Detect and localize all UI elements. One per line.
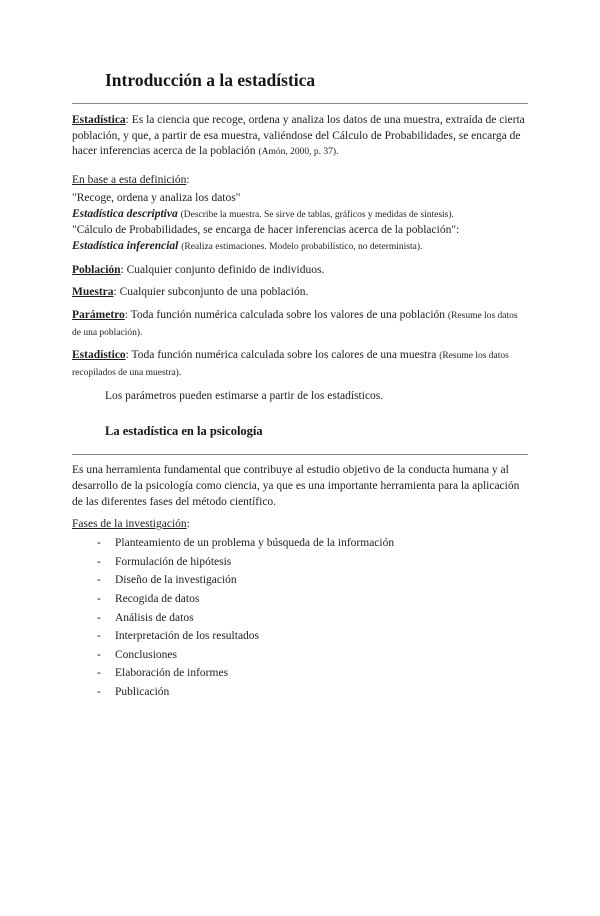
phase-label: Análisis de datos	[115, 611, 194, 624]
term-poblacion: Población	[72, 263, 121, 276]
definition-inferencial	[72, 239, 528, 256]
definition-descriptiva	[72, 207, 528, 224]
term-estadistico: Estadístico	[72, 349, 126, 362]
horizontal-rule-section	[72, 454, 528, 455]
phase-label: Publicación	[115, 686, 170, 698]
bullet-dash: -	[97, 537, 101, 550]
descriptiva-paren: (Describe la muestra. Se sirve de tablas, gráficos y medidas de síntesis).	[180, 209, 454, 220]
definition-estadistica	[72, 113, 528, 161]
bullet-dash: -	[97, 686, 101, 698]
list-item	[72, 571, 528, 590]
list-item	[72, 553, 528, 572]
estadistico-paren: (Resume los datos recopilados de una muestra).	[72, 351, 509, 379]
psicologia-paragraph: Es una herramienta fundamental que contribuye al estudio objetivo de la conducta humana y al desarrollo de la psicología como ciencia, ya que es una importante herramienta para la aplicación de las diferentes fases del método científico.	[72, 463, 520, 508]
term-parametro: Parámetro	[72, 309, 125, 322]
basis-heading-text: En base a esta definición	[72, 174, 187, 187]
list-item	[72, 646, 528, 665]
horizontal-rule-top	[72, 103, 528, 104]
phases-list	[72, 534, 528, 701]
definition-parametro	[72, 308, 528, 341]
document-page	[0, 68, 600, 916]
phases-heading-text: Fases de la investigación	[72, 517, 187, 530]
definition-estadistica-text: : Es la ciencia que recoge, ordena y analiza los datos de una muestra, extraída de cierta población, y que, a partir de esa muestra, valiéndose del Cálculo de Probabilidades, se encarga de hacer inferencias acerca de la población	[72, 114, 525, 158]
bullet-dash: -	[97, 593, 101, 606]
bullet-dash: -	[97, 630, 101, 643]
term-estadistica-descriptiva: Estadística descriptiva	[72, 207, 181, 220]
page-title: Introducción a la estadística	[105, 70, 316, 90]
list-item	[72, 664, 528, 683]
definition-muestra	[72, 285, 528, 301]
list-item	[72, 590, 528, 609]
phase-label: Formulación de hipótesis	[115, 555, 232, 568]
parametro-text: : Toda función numérica calculada sobre los valores de una población	[124, 309, 448, 322]
term-estadistica-inferencial: Estadística inferencial	[72, 239, 182, 252]
phase-label: Planteamiento de un problema y búsqueda de la información	[115, 537, 395, 550]
parameters-note: Los parámetros pueden estimarse a partir de los estadísticos.	[105, 389, 384, 402]
inferencial-paren: (Realiza estimaciones. Modelo probabilístico, no determinista).	[181, 241, 423, 252]
bullet-dash: -	[97, 667, 101, 680]
list-item	[72, 627, 528, 646]
phase-label: Interpretación de los resultados	[115, 630, 260, 643]
phase-label: Recogida de datos	[115, 593, 200, 606]
section-heading-psicologia: La estadística en la psicología	[105, 423, 263, 438]
poblacion-text: : Cualquier conjunto definido de individuos.	[120, 263, 325, 276]
phase-label: Diseño de la investigación	[115, 574, 237, 587]
bullet-dash: -	[97, 611, 101, 624]
definition-poblacion	[72, 263, 528, 279]
basis-heading-colon: :	[186, 174, 190, 187]
bullet-dash: -	[97, 648, 101, 661]
phase-label: Conclusiones	[115, 648, 177, 661]
list-item	[72, 683, 528, 702]
phase-label: Elaboración de informes	[115, 667, 229, 680]
parametro-paren: (Resume los datos de una población).	[72, 311, 518, 338]
definition-quotes-block	[72, 191, 528, 256]
muestra-text: : Cualquier subconjunto de una población.	[113, 286, 309, 299]
definition-estadistico	[72, 348, 528, 381]
phases-heading-colon: :	[186, 517, 190, 530]
quote-inferential: "Cálculo de Probabilidades, se encarga de hacer inferencias acerca de la población":	[72, 224, 460, 237]
bullet-dash: -	[97, 574, 101, 587]
list-item	[72, 609, 528, 628]
bullet-dash: -	[97, 555, 101, 568]
list-item	[72, 534, 528, 553]
term-muestra: Muestra	[72, 286, 114, 299]
citation-amon: (Amón, 2000, p. 37).	[258, 147, 339, 158]
basis-heading	[72, 173, 528, 189]
term-estadistica: Estadística	[72, 114, 126, 126]
quote-descriptive: "Recoge, ordena y analiza los datos"	[72, 191, 241, 204]
phases-heading	[72, 517, 528, 533]
estadistico-text: : Toda función numérica calculada sobre los calores de una muestra	[125, 349, 440, 362]
